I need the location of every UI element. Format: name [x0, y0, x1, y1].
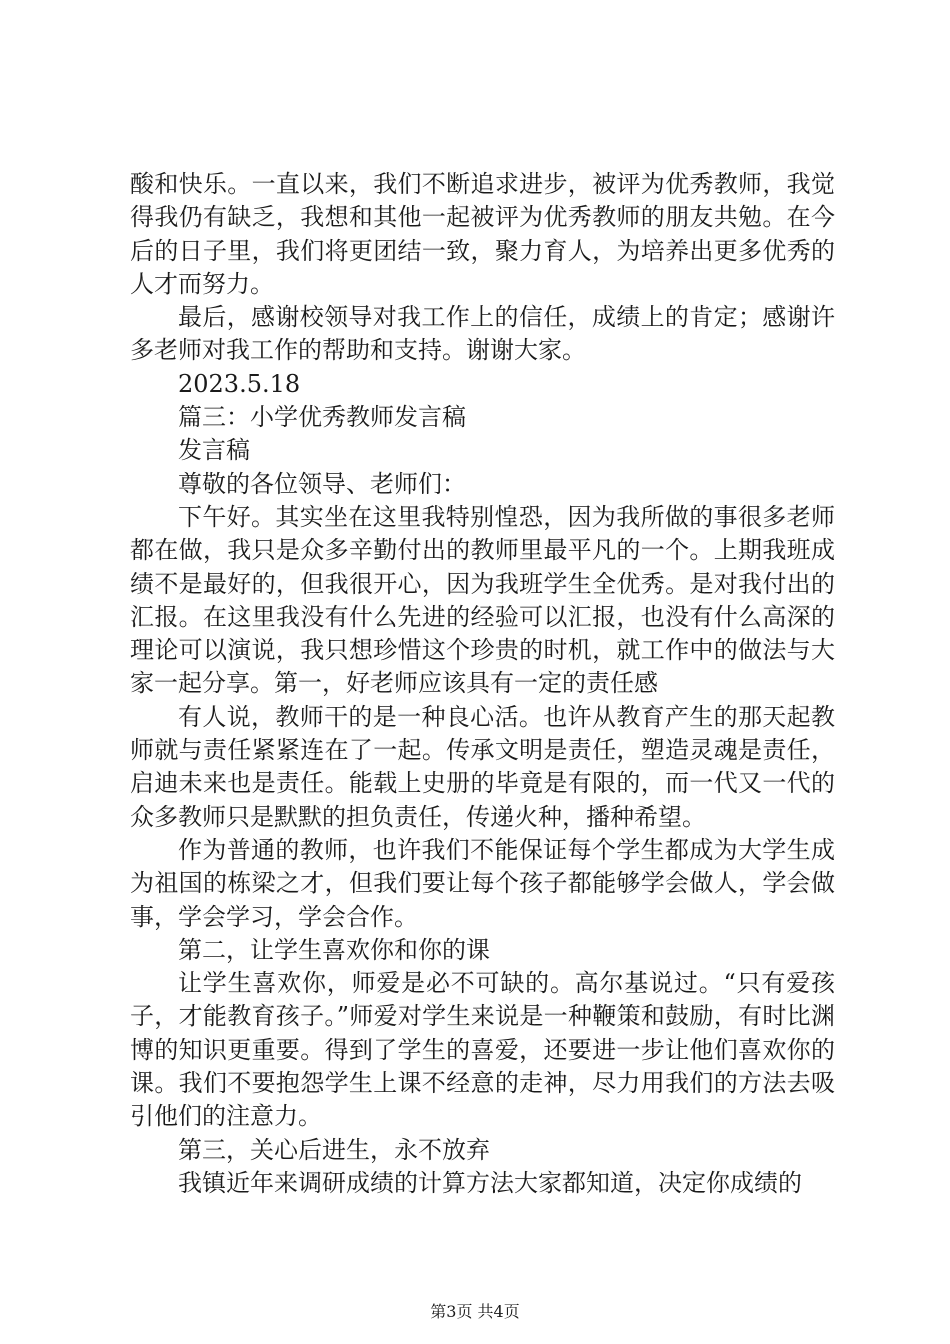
section-title: 篇三：小学优秀教师发言稿 [178, 403, 466, 432]
paragraph-teacher-love: 让学生喜欢你，师爱是必不可缺的。高尔基说过。“只有爱孩子，才能教育孩子。”师爱对学生来说是一种鞭策和鼓励，有时比渊博的知识更重要。得到了学生的喜爱，还要进一步让他们喜欢你的课。我们不要抱怨学生上课不经意的走神，尽力用我们的方法去吸引他们的注意力。 [130, 969, 835, 1131]
paragraph-last: 我镇近年来调研成绩的计算方法大家都知道，决定你成绩的 [178, 1168, 802, 1197]
date-line: 2023.5.18 [178, 369, 301, 398]
paragraph-greeting: 下午好。其实坐在这里我特别惶恐，因为我所做的事很多老师都在做，我只是众多辛勤付出的教师里最平凡的一个。上期我班成绩不是最好的，但我很开心，因为我班学生全优秀。是对我付出的汇报。在这里我没有什么先进的经验可以汇报，也没有什么高深的理论可以演说，我只想珍惜这个珍贵的时机，就工作中的做法与大家一起分享。第一，好老师应该具有一定的责任感 [130, 502, 835, 698]
point-three-heading: 第三，关心后进生，永不放弃 [178, 1135, 490, 1164]
page-number-footer: 第3页 共4页 [430, 1302, 520, 1321]
speech-heading: 发言稿 [178, 436, 250, 465]
salutation: 尊敬的各位领导、老师们： [178, 469, 466, 498]
paragraph-2: 最后，感谢校领导对我工作上的信任，成绩上的肯定；感谢许多老师对我工作的帮助和支持。谢谢大家。 [130, 303, 835, 365]
paragraph-responsibility: 有人说，教师干的是一种良心活。也许从教育产生的那天起教师就与责任紧紧连在了一起。传承文明是责任，塑造灵魂是责任，启迪未来也是责任。能载上史册的毕竟是有限的，而一代又一代的众多教师只是默默的担负责任，传递火种，播种希望。 [130, 702, 835, 831]
paragraph-1: 酸和快乐。一直以来，我们不断追求进步，被评为优秀教师，我觉得我仍有缺乏，我想和其他一起被评为优秀教师的朋友共勉。在今后的日子里，我们将更团结一致，聚力育人，为培养出更多优秀的人才而努力。 [130, 170, 835, 298]
document-body [130, 168, 835, 1200]
point-two-heading: 第二，让学生喜欢你和你的课 [178, 935, 490, 964]
paragraph-ordinary-teacher: 作为普通的教师，也许我们不能保证每个学生都成为大学生成为祖国的栋梁之才，但我们要让每个孩子都能够学会做人，学会做事，学会学习，学会合作。 [130, 835, 835, 931]
